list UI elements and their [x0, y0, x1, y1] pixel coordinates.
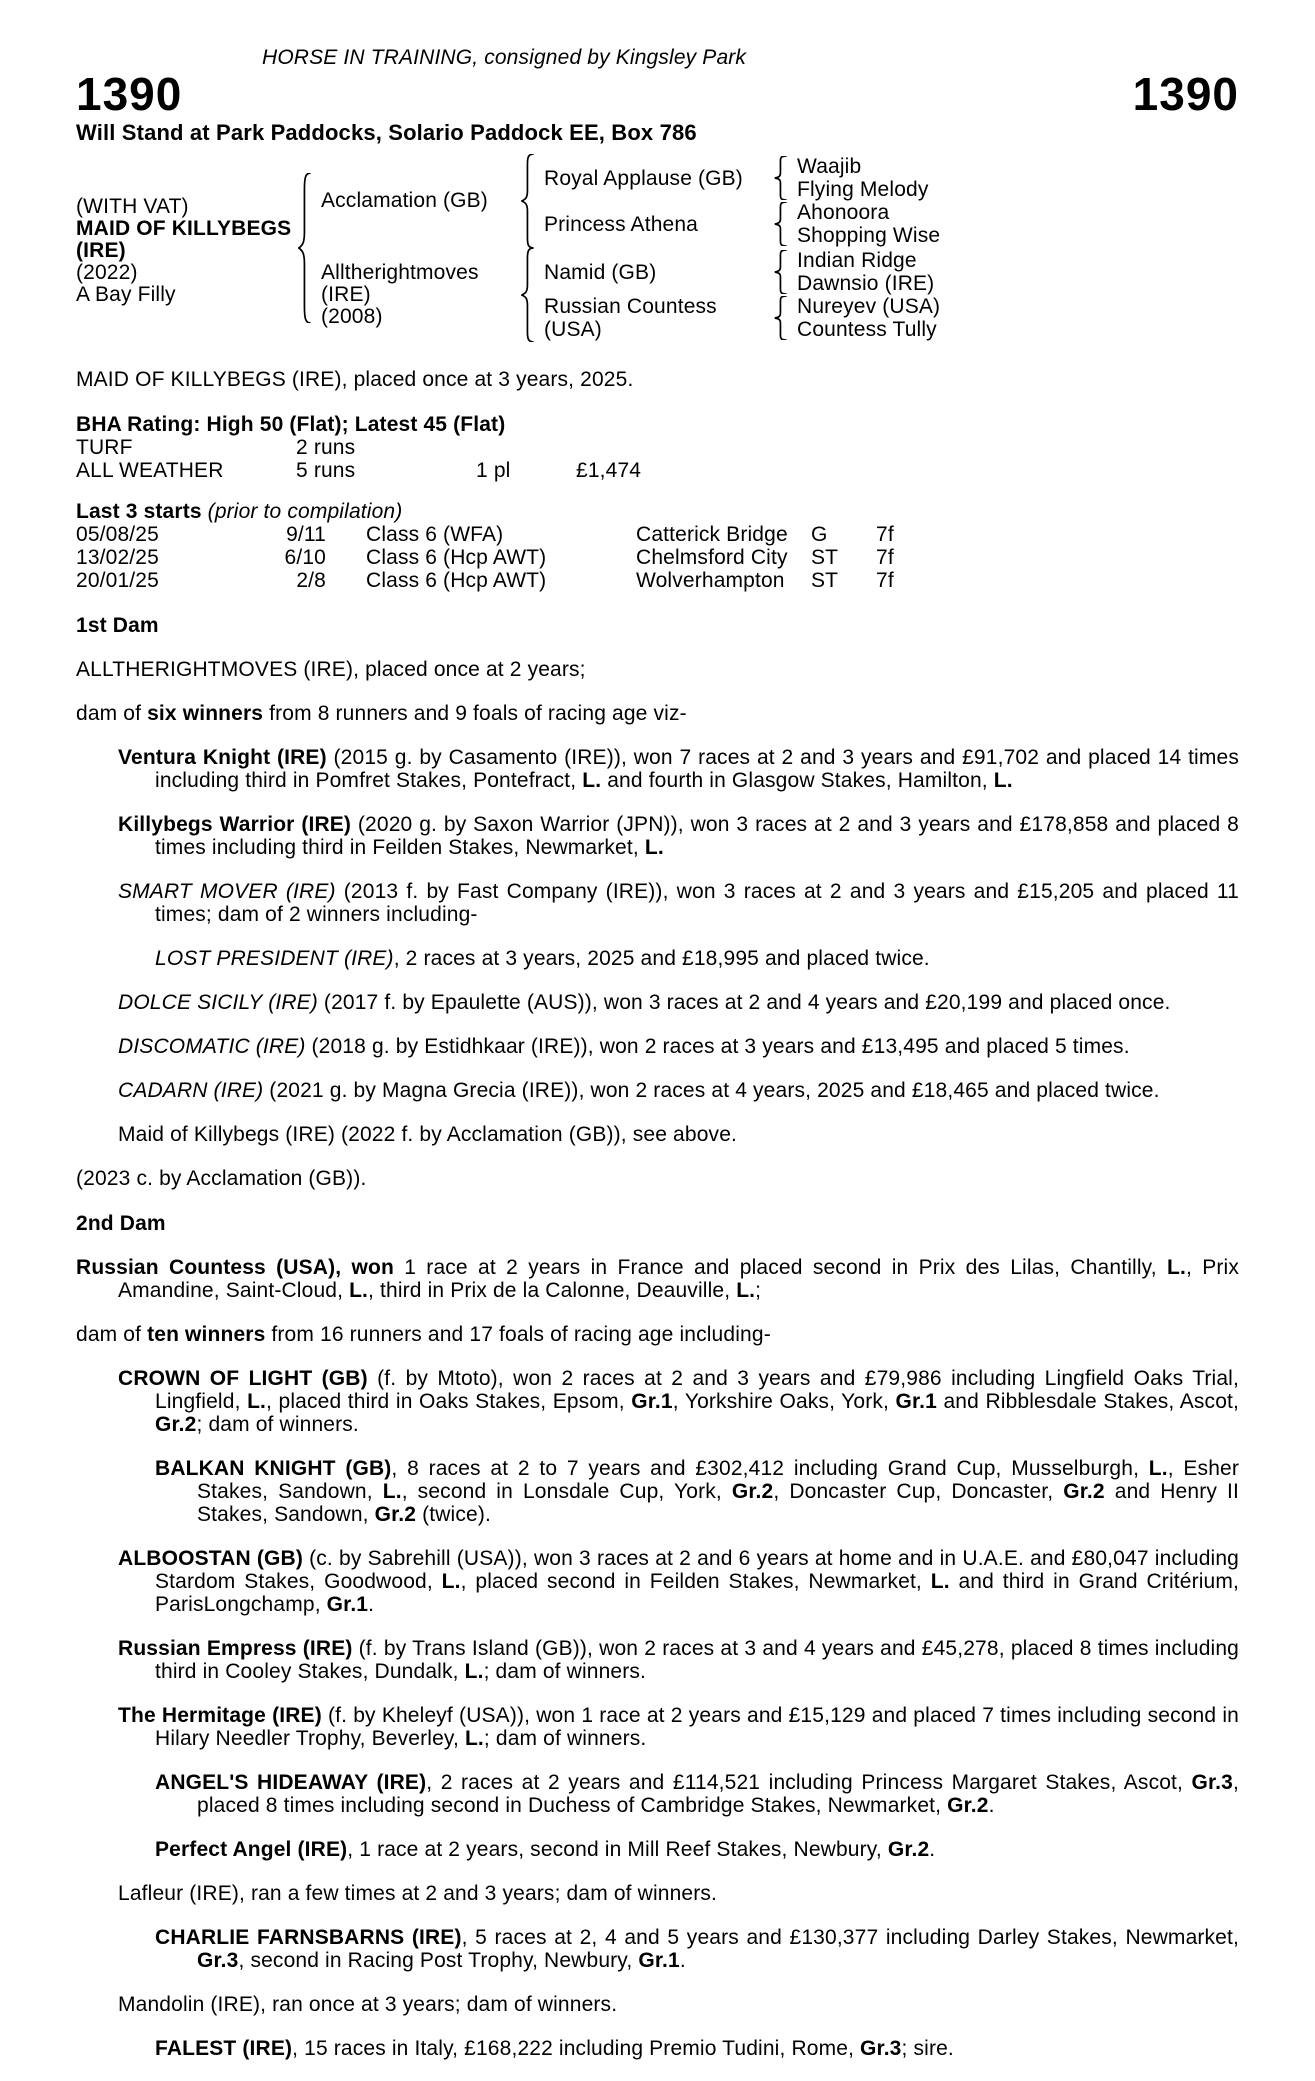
text-segment: L. — [644, 836, 664, 859]
running-head: HORSE IN TRAINING, consigned by Kingsley Park — [262, 46, 747, 69]
start-date: 13/02/25 — [76, 546, 159, 569]
text-segment: . — [929, 1838, 936, 1861]
horse-description: A Bay Filly — [76, 283, 176, 306]
brace-icon — [521, 248, 535, 342]
text-segment: , Esher Stakes, Sandown, — [197, 1457, 1239, 1503]
horse-foaled-year: (2022) — [76, 261, 138, 284]
great-grandparents-pair — [788, 201, 940, 247]
bha-rating-title: BHA Rating: High 50 (Flat); Latest 45 (Flat) — [76, 413, 506, 436]
sire-name: Acclamation (GB) — [321, 189, 488, 212]
text-segment: , placed second in Feilden Stakes, Newmarket, — [460, 1570, 931, 1593]
sire-grandparents-column — [535, 155, 940, 247]
text-segment: (2017 f. by Epaulette (AUS)), won 3 races at 2 and 4 years and £20,199 and placed once. — [317, 991, 1171, 1014]
great-grandparent-name: Indian Ridge — [797, 249, 917, 272]
text-segment: , Prix Amandine, Saint-Cloud, — [118, 1256, 1239, 1302]
dam-name-block — [312, 262, 521, 328]
pedigree-paragraph — [76, 1993, 1239, 2016]
pedigree-paragraph — [76, 746, 1239, 792]
granddam-branch — [535, 295, 940, 341]
text-segment: , placed third in Oaks Stakes, Epsom, — [266, 1390, 632, 1413]
pedigree-paragraph — [76, 1637, 1239, 1683]
text-segment: Gr.2 — [947, 1794, 989, 1817]
surface-record-row — [76, 459, 1239, 482]
runs-value: 5 runs — [296, 459, 356, 482]
text-segment: from 16 runners and 17 foals of racing age including- — [265, 1323, 771, 1346]
great-grandparents-pair — [788, 295, 940, 341]
text-segment: L. — [1167, 1256, 1186, 1279]
text-segment: L. — [349, 1279, 369, 1302]
great-grandparent-name: Ahonoora — [797, 201, 890, 224]
pedigree-paragraph — [76, 1035, 1239, 1058]
text-segment: and third in Grand Critérium, ParisLongchamp, — [155, 1570, 1239, 1616]
brace-icon — [521, 154, 535, 248]
text-segment: ; dam of winners. — [196, 1413, 359, 1436]
stand-location-line: Will Stand at Park Paddocks, Solario Paddock EE, Box 786 — [76, 120, 697, 145]
brace-icon — [774, 202, 788, 246]
great-grandparent-name: Flying Melody — [797, 178, 929, 201]
earnings-value — [576, 436, 1239, 459]
text-segment: . — [988, 1794, 995, 1817]
pedigree-paragraph — [76, 702, 1239, 725]
text-segment: (2013 f. by Fast Company (IRE)), won 3 races at 2 and 3 years and £15,205 and placed 11 times; dam of 2 winners including- — [155, 880, 1240, 926]
race-distance: 7f — [876, 523, 894, 546]
text-segment: L. — [1148, 1457, 1168, 1480]
earnings-value: £1,474 — [576, 459, 642, 482]
going-code: ST — [811, 546, 839, 569]
text-segment: 1 race at 2 years in France and placed second in Prix des Lilas, Chantilly, — [393, 1256, 1167, 1279]
dam-foaled-year: (2008) — [321, 305, 383, 328]
text-segment: ten winners — [147, 1323, 266, 1346]
text-segment: and Henry II Stakes, Sandown, — [197, 1480, 1239, 1526]
pedigree-paragraph — [76, 1704, 1239, 1750]
text-segment: , 1 race at 2 years, second in Mill Reef Stakes, Newbury, — [347, 1838, 888, 1861]
first-dam-section — [76, 614, 1239, 1190]
text-segment: and fourth in Glasgow Stakes, Hamilton, — [601, 769, 994, 792]
horse-name: MAID OF KILLYBEGS (IRE) — [76, 217, 292, 262]
text-segment: , 2 races at 2 years and £114,521 including Princess Margaret Stakes, Ascot, — [426, 1771, 1192, 1794]
grandsire-name: Royal Applause (GB) — [544, 166, 743, 190]
text-segment: (2020 g. by Saxon Warrior (JPN)), won 3 races at 2 and 3 years and £178,858 and placed 8 times including third in Feilden Stakes, Newmarket, — [155, 813, 1239, 859]
pedigree-paragraph — [76, 1123, 1239, 1146]
horse-info-block — [76, 154, 298, 342]
text-segment: L. — [736, 1279, 756, 1302]
text-segment: LOST PRESIDENT (IRE) — [155, 947, 394, 970]
text-segment: Gr.2 — [155, 1413, 197, 1436]
text-segment: , 15 races in Italy, £168,222 including Premio Tudini, Rome, — [292, 2037, 861, 2060]
race-distance: 7f — [876, 546, 894, 569]
pedigree-paragraph — [76, 1167, 1239, 1190]
text-segment: from 8 runners and 9 foals of racing age viz- — [263, 702, 687, 725]
text-segment: dam of — [76, 1323, 148, 1346]
text-segment: Russian Countess (USA), won — [76, 1256, 394, 1279]
text-segment: L. — [930, 1570, 950, 1593]
pedigree-paragraph — [76, 658, 1239, 681]
great-grandparent-name: Countess Tully — [797, 318, 937, 341]
pedigree-paragraph — [76, 813, 1239, 859]
surface-record-table — [76, 436, 1239, 482]
course-name: Catterick Bridge — [636, 523, 788, 546]
great-grandparents-pair — [788, 155, 929, 201]
text-segment: FALEST (IRE) — [155, 2037, 293, 2060]
pedigree-paragraph — [76, 1079, 1239, 1102]
start-date: 20/01/25 — [76, 569, 159, 592]
text-segment: . — [679, 1949, 686, 1972]
text-segment: Gr.3 — [860, 2037, 902, 2060]
finish-position: 9/11 — [286, 523, 326, 546]
text-segment: Maid of Killybegs (IRE) (2022 f. by Acclamation (GB)), see above. — [118, 1123, 738, 1146]
text-segment: L. — [441, 1570, 461, 1593]
last-starts-note: (prior to compilation) — [201, 500, 403, 523]
text-segment: (c. by Sabrehill (USA)), won 3 races at 2 and 6 years at home and in U.A.E. and £80,047 including Stardom Stakes, Goodwood, — [155, 1547, 1240, 1593]
grandsire-branch — [535, 155, 940, 201]
text-segment: DISCOMATIC (IRE) — [118, 1035, 306, 1058]
text-segment: , 8 races at 2 to 7 years and £302,412 including Grand Cup, Musselburgh, — [391, 1457, 1149, 1480]
granddam-name: Russian Countess (USA) — [544, 295, 717, 341]
race-start-row — [76, 546, 1239, 569]
text-segment: CHARLIE FARNSBARNS (IRE) — [155, 1926, 462, 1949]
text-segment: (2015 g. by Casamento (IRE)), won 7 races at 2 and 3 years and £91,702 and placed 14 times including third in Pomfret Stakes, Pontefract, — [155, 746, 1239, 792]
text-segment: Gr.3 — [1191, 1771, 1233, 1794]
pedigree-paragraph — [76, 1457, 1239, 1526]
finish-position: 2/8 — [296, 569, 326, 592]
dam-grandparents-column — [535, 249, 940, 341]
text-segment: ; dam of winners. — [483, 1727, 647, 1750]
pedigree-paragraph — [76, 880, 1239, 926]
last-starts-title-text: Last 3 starts — [76, 500, 202, 523]
text-segment: ; — [755, 1279, 762, 1302]
going-code: ST — [811, 569, 839, 592]
last-starts-section — [76, 500, 1239, 592]
great-grandparent-name: Nureyev (USA) — [797, 295, 941, 318]
surface-label: TURF — [76, 436, 133, 459]
brace-icon — [298, 173, 312, 323]
text-segment: ; sire. — [901, 2037, 954, 2060]
text-segment: (2018 g. by Estidhkaar (IRE)), won 2 races at 3 years and £13,495 and placed 5 times. — [305, 1035, 1130, 1058]
text-segment: (f. by Trans Island (GB)), won 2 races at 3 and 4 years and £45,278, placed 8 times including third in Cooley Stakes, Dundalk, — [155, 1637, 1239, 1683]
pedigree-paragraph — [76, 1926, 1239, 1972]
finish-position: 6/10 — [284, 546, 326, 569]
text-segment: Gr.2 — [1063, 1480, 1105, 1503]
text-segment: ANGEL'S HIDEAWAY (IRE) — [155, 1771, 427, 1794]
text-segment: ALBOOSTAN (GB) — [118, 1547, 303, 1570]
text-segment: . — [368, 1593, 375, 1616]
course-name: Chelmsford City — [636, 546, 788, 569]
vat-note: (WITH VAT) — [76, 195, 189, 218]
dam-branch — [312, 248, 940, 342]
pedigree-paragraph — [76, 2037, 1239, 2060]
text-segment: , second in Racing Post Trophy, Newbury, — [238, 1949, 639, 1972]
great-grandparents-pair — [788, 249, 934, 295]
text-segment: L. — [582, 769, 602, 792]
text-segment: Gr.3 — [197, 1949, 239, 1972]
text-segment: Gr.2 — [374, 1503, 417, 1526]
race-class: Class 6 (Hcp AWT) — [366, 569, 547, 592]
lot-number-row — [76, 68, 1239, 120]
first-dam-heading: 1st Dam — [76, 614, 159, 637]
text-segment: Gr.1 — [326, 1593, 369, 1616]
great-grandparent-name: Dawnsio (IRE) — [797, 272, 935, 295]
placed-value — [476, 436, 576, 459]
second-dam-paragraphs — [76, 1256, 1239, 2060]
pedigree-paragraph — [76, 1256, 1239, 1302]
text-segment: SMART MOVER (IRE) — [118, 880, 336, 903]
race-class: Class 6 (Hcp AWT) — [366, 546, 547, 569]
grandsire-branch — [535, 249, 940, 295]
pedigree-table — [76, 154, 1239, 342]
text-segment: (twice). — [416, 1503, 491, 1526]
text-segment: Perfect Angel (IRE) — [155, 1838, 348, 1861]
lot-number-right: 1390 — [1132, 68, 1239, 120]
text-segment: The Hermitage (IRE) — [118, 1704, 322, 1727]
text-segment: Russian Empress (IRE) — [118, 1637, 353, 1660]
pedigree-paragraph — [76, 947, 1239, 970]
pedigree-tree — [298, 154, 940, 342]
text-segment: DOLCE SICILY (IRE) — [118, 991, 318, 1014]
text-segment: , third in Prix de la Calonne, Deauville, — [368, 1279, 737, 1302]
text-segment: L. — [247, 1390, 267, 1413]
text-segment: CROWN OF LIGHT (GB) — [118, 1367, 368, 1390]
text-segment: , placed 8 times including second in Duchess of Cambridge Stakes, Newmarket, — [197, 1771, 1239, 1817]
going-code: G — [811, 523, 828, 546]
text-segment: Gr.2 — [731, 1480, 774, 1503]
second-dam-heading: 2nd Dam — [76, 1212, 166, 1235]
text-segment: L. — [464, 1727, 484, 1750]
text-segment: L. — [464, 1660, 484, 1683]
text-segment: Mandolin (IRE), ran once at 3 years; dam of winners. — [118, 1993, 618, 2016]
text-segment: , Doncaster Cup, Doncaster, — [773, 1480, 1064, 1503]
text-segment: (2021 g. by Magna Grecia (IRE)), won 2 races at 4 years, 2025 and £18,465 and placed twice. — [263, 1079, 1160, 1102]
text-segment: L. — [993, 769, 1013, 792]
text-segment: Gr.1 — [631, 1390, 673, 1413]
last-starts-title — [76, 500, 1239, 523]
first-dam-paragraphs — [76, 658, 1239, 1190]
parents-column — [312, 154, 940, 342]
pedigree-paragraph — [76, 1367, 1239, 1436]
granddam-branch — [535, 201, 940, 247]
text-segment: Lafleur (IRE), ran a few times at 2 and 3 years; dam of winners. — [118, 1882, 718, 1905]
second-dam-section — [76, 1212, 1239, 2060]
text-segment: , Yorkshire Oaks, York, — [672, 1390, 896, 1413]
text-segment: and Ribblesdale Stakes, Ascot, — [936, 1390, 1239, 1413]
dam-name: Alltherightmoves (IRE) — [321, 261, 479, 306]
text-segment: (2023 c. by Acclamation (GB)). — [76, 1167, 367, 1190]
text-segment: CADARN (IRE) — [118, 1079, 264, 1102]
text-segment: Killybegs Warrior (IRE) — [118, 813, 352, 836]
text-segment: BALKAN KNIGHT (GB) — [155, 1457, 392, 1480]
pedigree-paragraph — [76, 991, 1239, 1014]
brace-icon — [774, 296, 788, 340]
text-segment: , second in Lonsdale Cup, York, — [401, 1480, 732, 1503]
granddam-name: Princess Athena — [544, 212, 699, 236]
text-segment: Ventura Knight (IRE) — [118, 746, 327, 769]
pedigree-paragraph — [76, 1882, 1239, 1905]
text-segment: ALLTHERIGHTMOVES (IRE), placed once at 2 years; — [76, 658, 586, 681]
great-grandparent-name: Shopping Wise — [797, 224, 941, 247]
text-segment: (f. by Kheleyf (USA)), won 1 race at 2 years and £15,129 and placed 7 times including second in Hilary Needler Trophy, Beverley, — [155, 1704, 1239, 1750]
pedigree-paragraph — [76, 1323, 1239, 1346]
race-start-row — [76, 523, 1239, 546]
race-start-row — [76, 569, 1239, 592]
surface-label: ALL WEATHER — [76, 459, 224, 482]
placed-value: 1 pl — [476, 459, 511, 482]
start-date: 05/08/25 — [76, 523, 159, 546]
lot-number-left: 1390 — [76, 68, 183, 120]
text-segment: Gr.2 — [887, 1838, 930, 1861]
text-segment: six winners — [147, 702, 264, 725]
runs-value: 2 runs — [296, 436, 356, 459]
text-segment: Gr.1 — [895, 1390, 937, 1413]
great-grandparent-name: Waajib — [797, 155, 862, 178]
grandsire-name: Namid (GB) — [544, 260, 657, 284]
text-segment: (f. by Mtoto), won 2 races at 2 and 3 years and £79,986 including Lingfield Oaks Trial, Lingfield, — [155, 1367, 1239, 1413]
brace-icon — [774, 156, 788, 200]
pedigree-paragraph — [76, 1547, 1239, 1616]
text-segment: Gr.1 — [638, 1949, 680, 1972]
pedigree-paragraph — [76, 1838, 1239, 1861]
text-segment: L. — [382, 1480, 402, 1503]
text-segment: , 5 races at 2, 4 and 5 years and £130,377 including Darley Stakes, Newmarket, — [461, 1926, 1239, 1949]
pedigree-paragraph — [76, 1771, 1239, 1817]
brace-icon — [774, 250, 788, 294]
course-name: Wolverhampton — [636, 569, 785, 592]
last-starts-table — [76, 523, 1239, 592]
race-distance: 7f — [876, 569, 894, 592]
text-segment: , 2 races at 3 years, 2025 and £18,995 and placed twice. — [393, 947, 930, 970]
text-segment: ; dam of winners. — [483, 1660, 647, 1683]
text-segment: dam of — [76, 702, 148, 725]
surface-record-row — [76, 436, 1239, 459]
sire-branch — [312, 154, 940, 248]
race-class: Class 6 (WFA) — [366, 523, 504, 546]
race-summary: MAID OF KILLYBEGS (IRE), placed once at 3 years, 2025. — [76, 368, 634, 391]
